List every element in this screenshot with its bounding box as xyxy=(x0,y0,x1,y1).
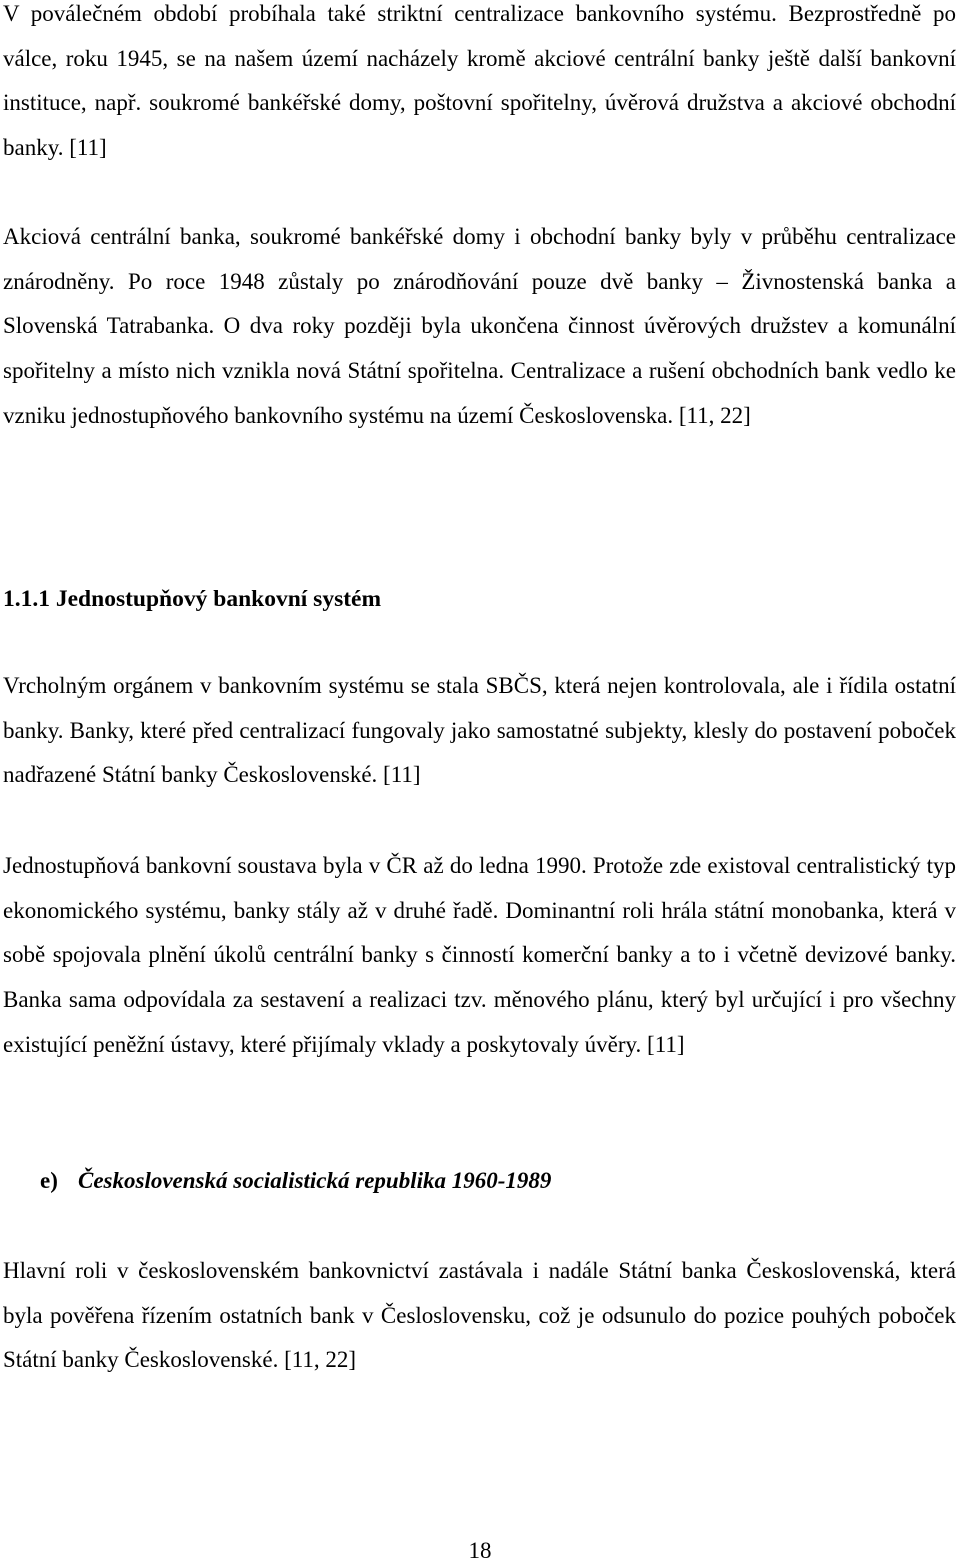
subsection-heading xyxy=(40,1166,551,1196)
paragraph-monobank-system: Jednostupňová bankovní soustava byla v ČR až do ledna 1990. Protože zde existoval centralistický typ ekonomického systému, banky stály až v druhé řadě. Dominantní roli hrála státní monobanka, která v sobě spojovala plnění úkolů centrální banky s činností komerční banky a to i včetně devizové banky. Banka sama odpovídala za sestavení a realizaci tzv. měnového plánu, který byl určující i pro všechny existující peněžní ústavy, které přijímaly vklady a poskytovaly úvěry. [11] xyxy=(3,853,956,1057)
paragraph-postwar-centralization: V poválečném období probíhala také striktní centralizace bankovního systému. Bezprostředně po válce, roku 1945, se na našem území nacházely kromě akciové centrální banky ještě další bankovní instituce, např. soukromé bankéřské domy, poštovní spořitelny, úvěrová družstva a akciové obchodní banky. [11] xyxy=(3,1,956,161)
paragraph-sbcs-role: Vrcholným orgánem v bankovním systému se stala SBČS, která nejen kontrolovala, ale i řídila ostatní banky. Banky, které před centralizací fungovaly jako samostatné subjekty, klesly do postavení poboček nadřazené Státní banky Československé. [11] xyxy=(3,673,956,788)
paragraph-nationalization: Akciová centrální banka, soukromé bankéřské domy i obchodní banky byly v průběhu centralizace znárodněny. Po roce 1948 zůstaly po znárodňování pouze dvě banky – Živnostenská banka a Slovenská Tatrabanka. O dva roky později byla ukončena činnost úvěrových družstev a komunální spořitelny a místo nich vznikla nová Státní spořitelna. Centralizace a rušení obchodních bank vedlo ke vzniku jednostupňového bankovního systému na území Československa. [11, 22] xyxy=(3,224,956,428)
paragraph-state-bank: Hlavní roli v československém bankovnictví zastávala i nadále Státní banka Československá, která byla pověřena řízením ostatních bank v Česloslovensku, což je odsunulo do pozice pouhých poboček Státní banky Československé. [11, 22] xyxy=(3,1258,956,1373)
page-number: 18 xyxy=(468,1538,492,1563)
section-heading: 1.1.1 Jednostupňový bankovní systém xyxy=(3,586,382,612)
subsection-marker: e) xyxy=(40,1168,58,1193)
subsection-title: Československá socialistická republika 1960-1989 xyxy=(78,1168,552,1193)
